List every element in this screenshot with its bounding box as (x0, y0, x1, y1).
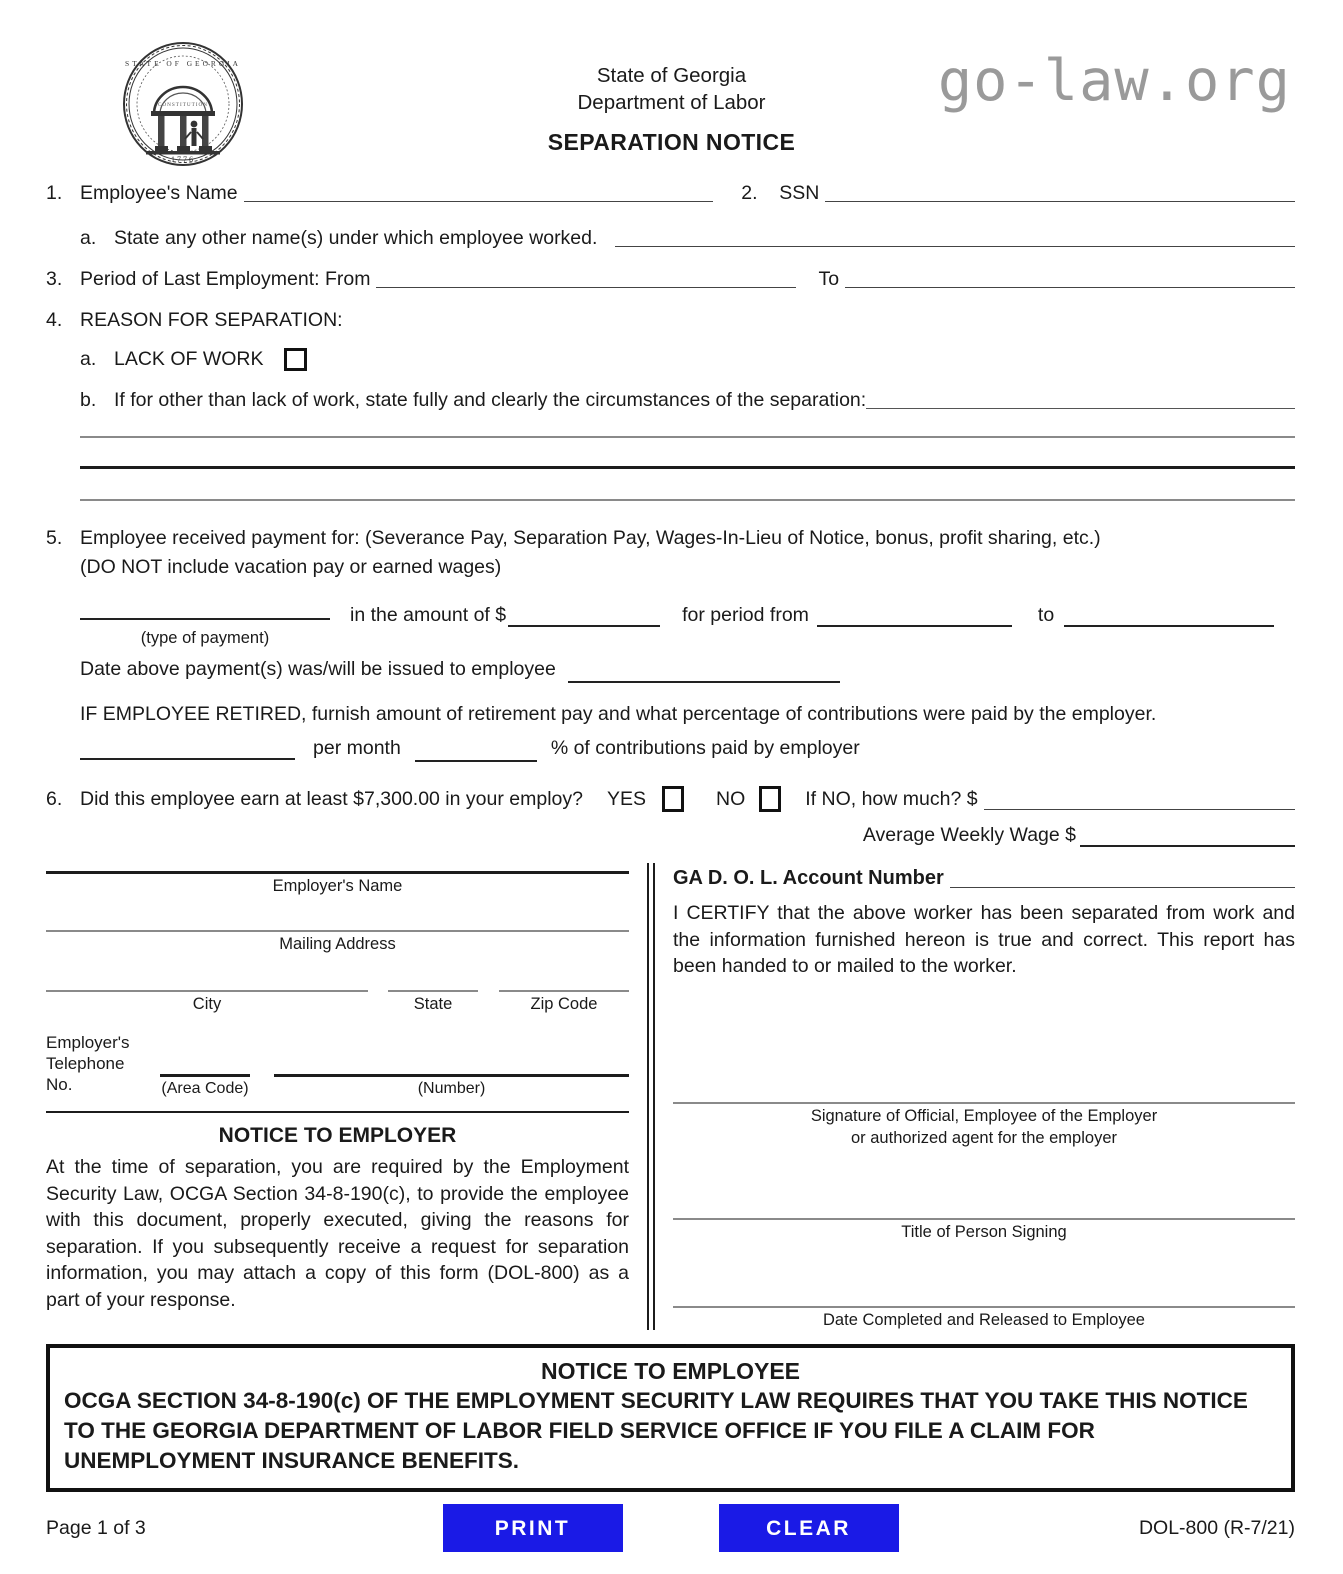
form-header (0, 0, 1343, 175)
watermark-text: go-law.org (937, 48, 1291, 114)
employer-name-caption: Employer's Name (272, 877, 403, 895)
payment-issue-date-label: Date above payment(s) was/will be issued to employee (80, 658, 556, 680)
field-row-payment-issue-date (46, 658, 1295, 681)
item-4a-number: a. (80, 348, 97, 370)
svg-text:CONSTITUTION: CONSTITUTION (157, 102, 209, 108)
lower-section (46, 863, 1295, 1330)
field-row-retired-note (46, 703, 1295, 726)
field-row-average-weekly-wage (46, 824, 1295, 847)
field-row-other-reason (46, 388, 1295, 412)
item-4-number: 4. (46, 309, 63, 331)
telephone-label-line2: Telephone No. (46, 1054, 125, 1094)
employee-name-label: Employee's Name (80, 182, 238, 204)
employer-information-block (46, 863, 647, 1330)
form-revision-label: DOL-800 (R-7/21) (1138, 1516, 1295, 1539)
department-name: Department of Labor (577, 91, 766, 114)
page-title: SEPARATION NOTICE (547, 129, 796, 155)
field-row-other-names (46, 226, 1295, 250)
certification-text: I CERTIFY that the above worker has been separated from work and the information furnished hereon is true and correct. This report has been handed to or mailed to the worker. (673, 902, 1295, 977)
employment-to-input[interactable] (845, 267, 1295, 288)
payment-period-to-label: to (1037, 604, 1055, 626)
svg-text:STATE OF GEORGIA: STATE OF GEORGIA (125, 59, 241, 68)
other-reason-input-3[interactable] (80, 466, 1295, 469)
payment-type-group (80, 599, 330, 648)
payment-period-to-input[interactable] (1064, 606, 1274, 627)
city-caption: City (192, 995, 222, 1013)
earnings-amount-input[interactable] (984, 789, 1295, 810)
employee-name-input[interactable] (244, 181, 714, 202)
payment-type-caption: (type of payment) (140, 629, 270, 647)
employment-to-label: To (818, 268, 840, 290)
lack-of-work-checkbox[interactable] (284, 348, 307, 371)
lack-of-work-label: LACK OF WORK (114, 348, 264, 370)
employment-period-label: Period of Last Employment: From (80, 268, 371, 290)
other-reason-lines (80, 436, 1295, 501)
field-row-payment-details (46, 599, 1295, 648)
ssn-label: SSN (779, 182, 820, 204)
earnings-yes-label: YES (606, 787, 646, 810)
notice-to-employee-title: NOTICE TO EMPLOYEE (541, 1357, 800, 1384)
telephone-label-line1: Employer's (46, 1033, 130, 1052)
svg-text:1776: 1776 (171, 155, 195, 164)
signature-caption-line1: Signature of Official, Employee of the Employer (810, 1106, 1158, 1125)
payment-issue-date-input[interactable] (568, 662, 840, 683)
employer-block-separator (46, 1111, 629, 1113)
certification-block (657, 863, 1295, 1330)
field-row-employment-period (46, 267, 1295, 291)
payment-amount-label: in the amount of $ (350, 604, 507, 626)
earnings-ifno-label: If NO, how much? $ (805, 787, 978, 810)
notice-to-employer-block (46, 1124, 629, 1313)
per-month-label: per month (313, 737, 401, 759)
area-code-caption: (Area Code) (161, 1080, 249, 1097)
payment-period-from-label: for period from (682, 604, 809, 626)
phone-number-group (274, 1074, 629, 1099)
area-code-group (160, 1074, 250, 1099)
item-6-number: 6. (46, 787, 63, 810)
city-group (46, 990, 368, 1014)
field-row-payment-intro (46, 527, 1295, 550)
state-name: State of Georgia (596, 64, 747, 87)
earnings-no-label: NO (716, 787, 746, 810)
account-number-row (673, 867, 1295, 890)
account-number-input[interactable] (950, 867, 1295, 888)
page-number-label: Page 1 of 3 (46, 1516, 146, 1539)
retired-instruction-label: IF EMPLOYEE RETIRED, furnish amount of retirement pay and what percentage of contributions were paid by the employer. (80, 703, 1157, 725)
item-2-number: 2. (741, 182, 758, 204)
date-completed-caption: Date Completed and Released to Employee (823, 1310, 1145, 1329)
other-names-input[interactable] (615, 226, 1295, 247)
signature-caption-line2: or authorized agent for the employer (851, 1128, 1117, 1147)
mailing-address-caption: Mailing Address (279, 935, 396, 953)
item-4b-number: b. (80, 389, 97, 411)
item-1a-number: a. (80, 227, 97, 249)
field-row-reason-heading (46, 309, 1295, 332)
zip-code-caption: Zip Code (530, 995, 598, 1013)
other-reason-input-2[interactable] (80, 436, 1295, 438)
other-reason-input-1[interactable] (866, 388, 1295, 409)
form-footer (46, 1504, 1295, 1552)
notice-to-employer-text: At the time of separation, you are required by the Employment Security Law, OCGA Section 34-8-190(c), to provide the employee with this document, properly executed, giving the reasons for separation. If you subsequently receive a request for separation information, you may attach a copy of this form (DOL-800) as a part of your response. (46, 1156, 629, 1311)
other-reason-input-4[interactable] (80, 499, 1295, 501)
payment-period-from-input[interactable] (817, 606, 1012, 627)
field-row-earnings-question (46, 786, 1295, 812)
form-body (0, 181, 1343, 1330)
clear-button[interactable]: CLEAR (719, 1504, 899, 1552)
field-row-employee-name (46, 181, 1295, 205)
contribution-percent-label: % of contributions paid by employer (550, 737, 860, 759)
ssn-input[interactable] (825, 181, 1295, 202)
zip-group (499, 990, 629, 1014)
field-row-retirement-amounts (46, 737, 1295, 760)
telephone-row (46, 1032, 629, 1099)
item-1-number: 1. (46, 182, 63, 204)
item-5-number: 5. (46, 527, 63, 549)
payment-received-label: Employee received payment for: (Severance Pay, Separation Pay, Wages-In-Lieu of Notice, bonus, profit sharing, etc.) (80, 527, 1101, 549)
field-row-payment-note (46, 556, 1295, 579)
other-names-label: State any other name(s) under which employee worked. (114, 227, 598, 249)
state-caption: State (413, 995, 453, 1013)
phone-number-caption: (Number) (417, 1080, 486, 1097)
column-divider (647, 863, 657, 1330)
earnings-yes-checkbox[interactable] (662, 786, 684, 812)
other-reason-label: If for other than lack of work, state fully and clearly the circumstances of the separation: (114, 389, 867, 411)
telephone-label (46, 1032, 154, 1099)
notice-to-employee-box (46, 1344, 1295, 1492)
notice-to-employer-title: NOTICE TO EMPLOYER (218, 1124, 457, 1147)
payment-exclusion-label: (DO NOT include vacation pay or earned wages) (80, 556, 502, 578)
contribution-percent-input[interactable] (415, 741, 537, 762)
reason-for-separation-label: REASON FOR SEPARATION: (80, 309, 343, 331)
payment-amount-input[interactable] (508, 606, 660, 627)
account-number-label: GA D. O. L. Account Number (673, 867, 944, 889)
average-weekly-wage-input[interactable] (1080, 826, 1295, 847)
city-state-zip-row (46, 990, 629, 1014)
item-3-number: 3. (46, 268, 63, 290)
retirement-pay-input[interactable] (80, 739, 295, 760)
state-group (388, 990, 478, 1014)
payment-type-input[interactable] (80, 599, 330, 620)
title-caption: Title of Person Signing (901, 1222, 1067, 1241)
footer-buttons (346, 1504, 995, 1552)
earnings-threshold-label: Did this employee earn at least $7,300.00 in your employ? (80, 787, 583, 810)
earnings-no-checkbox[interactable] (759, 786, 781, 812)
average-weekly-wage-label: Average Weekly Wage $ (862, 824, 1076, 846)
notice-to-employee-text: OCGA SECTION 34-8-190(c) OF THE EMPLOYMENT SECURITY LAW REQUIRES THAT YOU TAKE THIS NOTICE TO THE GEORGIA DEPARTMENT OF LABOR FIELD SERVICE OFFICE IF YOU FILE A CLAIM FOR UNEMPLOYMENT INSURANCE BENEFITS. (64, 1387, 1248, 1473)
employment-from-input[interactable] (376, 267, 796, 288)
print-button[interactable]: PRINT (443, 1504, 623, 1552)
field-row-lack-of-work (46, 348, 1295, 371)
